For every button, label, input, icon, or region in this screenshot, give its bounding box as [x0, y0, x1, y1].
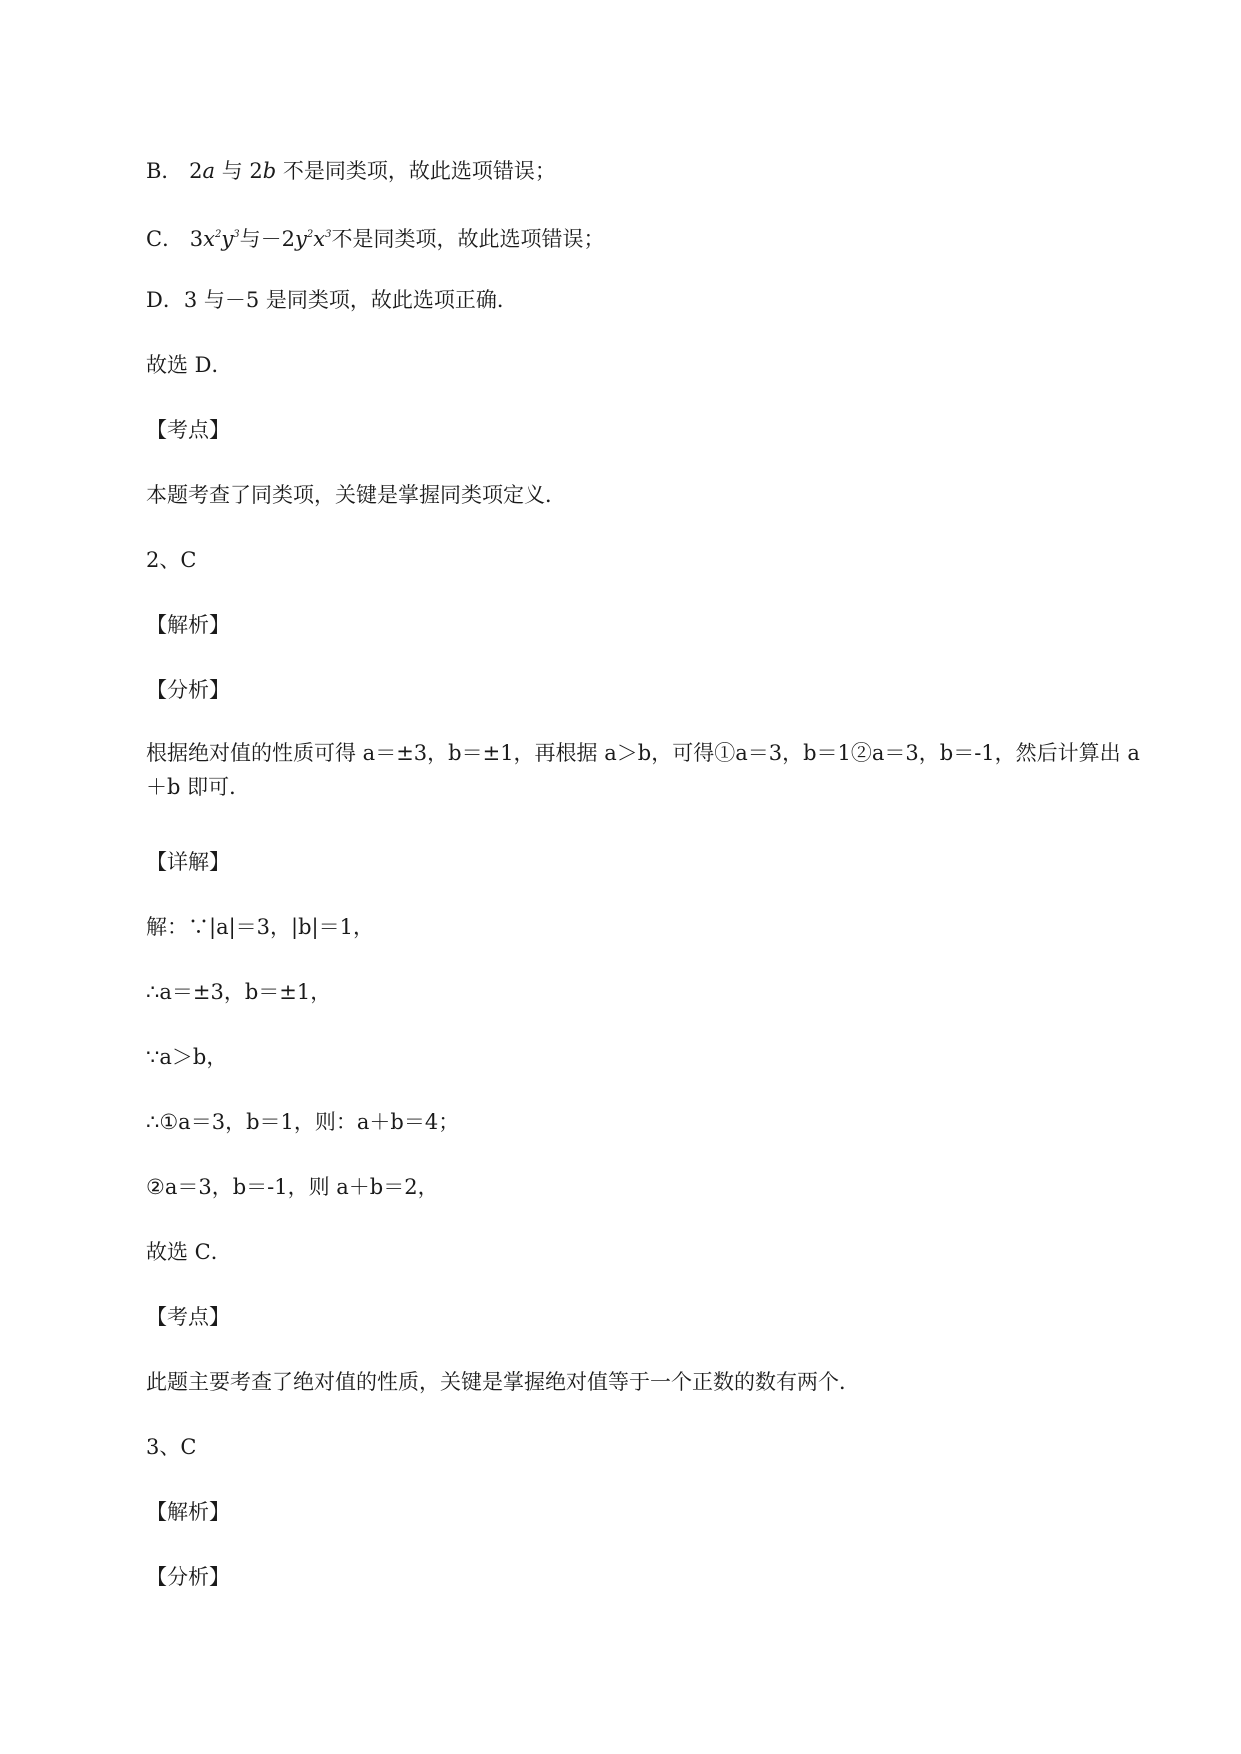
variable: a: [202, 159, 216, 183]
solution-line: ②a＝3，b＝-1，则 a＋b＝2，: [146, 1175, 439, 1199]
variable: y: [294, 227, 307, 251]
answer-line: 故选 C．: [146, 1240, 232, 1264]
option-label: C．: [146, 227, 184, 251]
variable: x: [313, 227, 326, 251]
exponent: 2: [214, 229, 222, 240]
section-heading-xiangjie: 【详解】: [146, 850, 230, 874]
coefficient: 2: [249, 159, 263, 183]
option-d-line: D．3 与－5 是同类项，故此选项正确．: [146, 288, 518, 312]
option-b-line: [146, 154, 1146, 188]
solution-line: ∴a＝±3，b＝±1，: [146, 980, 332, 1004]
variable: b: [262, 159, 277, 183]
explanation-text: 不是同类项，故此选项错误；: [282, 159, 556, 183]
solution-line: ∵a＞b，: [146, 1045, 228, 1069]
answer-line: 故选 D．: [146, 353, 233, 377]
section-heading-fenxi: 【分析】: [146, 1565, 230, 1589]
explanation-text: 不是同类项，故此选项错误；: [331, 227, 605, 251]
section-heading-kaodian: 【考点】: [146, 418, 230, 442]
exponent: 2: [306, 229, 314, 240]
variable: y: [221, 227, 234, 251]
option-c-line: [146, 218, 1146, 256]
option-label: B．: [146, 159, 183, 183]
paragraph: 此题主要考查了绝对值的性质，关键是掌握绝对值等于一个正数的数有两个．: [146, 1370, 860, 1394]
variable: x: [203, 227, 215, 251]
section-heading-kaodian: 【考点】: [146, 1305, 230, 1329]
section-heading-jiexi: 【解析】: [146, 613, 230, 637]
question-number: 2、C: [146, 548, 197, 572]
section-heading-jiexi: 【解析】: [146, 1500, 230, 1524]
connector-text: 与－2: [239, 227, 295, 251]
exponent: 3: [233, 229, 240, 240]
question-number: 3、C: [146, 1435, 197, 1459]
analysis-paragraph: 根据绝对值的性质可得 a＝±3，b＝±1，再根据 a＞b，可得①a＝3，b＝1②a＝3，b＝-1，然后计算出 a＋b 即可．: [146, 741, 1140, 799]
solution-line: ∴①a＝3，b＝1，则：a＋b＝4；: [146, 1110, 460, 1134]
section-heading-fenxi: 【分析】: [146, 678, 230, 702]
solution-line: 解：∵|a|＝3，|b|＝1，: [146, 915, 374, 939]
exponent: 3: [325, 229, 332, 240]
coefficient: 3: [189, 227, 204, 251]
connector-text: 与: [221, 159, 243, 183]
coefficient: 2: [189, 159, 203, 183]
paragraph: 本题考查了同类项，关键是掌握同类项定义．: [146, 483, 566, 507]
